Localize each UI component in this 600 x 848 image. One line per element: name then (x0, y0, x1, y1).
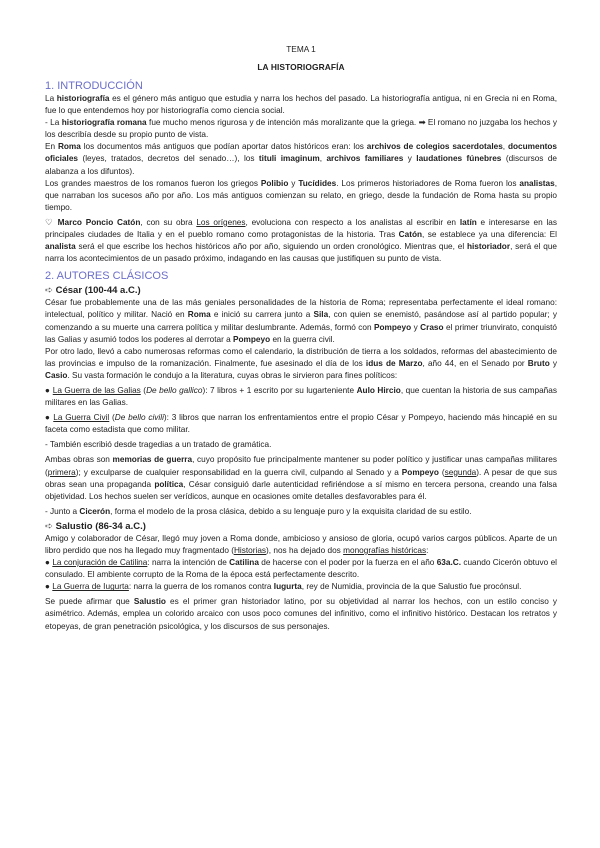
bold-text: política (154, 479, 184, 489)
text-run: , César consiguió darle autenticidad refiriéndose a sí mismo en tercera persona, creando una falsa objetividad. Los hechos suelen ser verídicos, aunque en ocasiones omite detalles desfavorables para él. (45, 479, 557, 501)
list-item (45, 412, 557, 436)
topic-number: TEMA 1 (286, 44, 316, 54)
paragraph (45, 217, 557, 265)
text-run: el primer triunvirato, conquistó las Galias y asumió todos los poderes al derrotar a (45, 322, 557, 344)
bold-text: analista (45, 242, 76, 252)
subsection-title: Salustio (86-34 a.C.) (55, 520, 146, 532)
list-item (45, 557, 557, 581)
text-run: , que cuentan la historia de sus campañas militares en las Galias. (45, 385, 557, 408)
text-run: Amigo y colaborador de César, llegó muy joven a Roma donde, ambicioso y ansioso de gloria, ocupó varios cargos públicos. Aparte de un libro perdido que nos ha llegado muy fragmentado ( (45, 533, 557, 555)
bold-text: memorias de guerra (112, 455, 193, 465)
text-run: , forma el modelo de la prosa clásica, debido a su lenguaje puro y la exquisita claridad de su estilo. (110, 506, 472, 516)
paragraph (45, 178, 557, 214)
text-run: e inició su carrera junto a (210, 310, 314, 320)
bold-text: Roma (57, 142, 81, 152)
text-run: será el que escribe los hechos históricos año por año, siguiendo un orden cronológico. Mientras que, el (75, 242, 467, 252)
paragraph (45, 533, 557, 557)
paragraph (45, 346, 557, 382)
section-heading-autores: 2. AUTORES CLÁSICOS (45, 270, 169, 283)
underlined-text: Historias (233, 546, 267, 555)
bold-text: archivos de colegios sacerdotales (366, 142, 503, 152)
text-run: , con quien se enemistó, pasándose así al partido popular; y comenzando a su muerte una carrera política y militar deslumbrante. Además, formó con (45, 310, 557, 332)
bold-text: Roma (187, 310, 211, 320)
text-run: La (45, 94, 57, 103)
bold-text: Marco Poncio Catón (57, 217, 141, 227)
text-run: : narra la intención de (147, 558, 230, 568)
document-content (45, 44, 557, 633)
bold-text: analistas (519, 178, 555, 188)
text-run: , cuyo propósito fue principalmente mantener su poder político y justificar unas campañas militares ( (45, 455, 557, 477)
text-run: , (319, 154, 327, 164)
text-run: ); y exculparse de cualquier responsabilidad en la guerra civil, culpando al Senado y a (75, 467, 402, 477)
bold-text: laudationes fúnebres (416, 154, 502, 164)
text-run: de hacerse con el poder por la fuerza en el año (258, 558, 437, 568)
text-run: Ambas obras son (45, 455, 113, 465)
text-run: . Los primeros historiadores de Roma fueron los (336, 178, 520, 188)
arrow-icon: ➪ (45, 285, 56, 297)
bold-text: historiador (466, 242, 511, 252)
bold-text: Bruto (527, 358, 550, 368)
bold-text: Polibio (260, 178, 289, 188)
bold-text: Aulo Hircio (356, 385, 401, 395)
subsection-heading-salustio (45, 521, 557, 532)
text-run: y (549, 358, 557, 368)
paragraph (45, 454, 557, 502)
text-run: César fue probablemente una de las más geniales personalidades de la historia de Roma; representaba perfectamente el ideal romano: intelectual, político y militar. Nació en (45, 298, 557, 320)
bold-text: documentos oficiales (45, 142, 557, 164)
underlined-text: La conjuración de Catilina (52, 558, 148, 568)
underlined-text: La Guerra de Iugurta (52, 582, 129, 592)
text-run: Por otro lado, llevó a cabo numerosas reformas como el calendario, la distribución de tierra a los soldados, reformas del abastecimiento de las provincias e impulso de la romanización. Finalmente, fue asesinado el día de los (45, 346, 557, 368)
text-run: ( (109, 413, 115, 423)
bold-text: Pompeyo (401, 467, 439, 477)
text-run: y (403, 154, 417, 164)
bold-text: Iugurta (273, 582, 302, 592)
bold-text: idus de Marzo (365, 358, 423, 368)
text-run: Se puede afirmar que (45, 597, 134, 607)
text-run: ● (45, 385, 53, 395)
underlined-text: La Guerra de las Galias (52, 385, 141, 395)
text-run: ● (45, 582, 53, 592)
text-run: ): 3 libros que narran los enfrentamientos entre el propio César y Pompeyo, haciendo más hincapié en su faceta como estadista que como militar. (45, 413, 557, 435)
paragraph (45, 141, 557, 177)
paragraph (45, 117, 557, 141)
text-run: , (502, 142, 508, 152)
text-run: , será el que narra los acontecimientos de un pasado próximo, indagando en las causas que justifiquen su punto de vista. (45, 242, 557, 264)
text-run: - También escribió desde tragedias a un tratado de gramática. (45, 440, 272, 450)
bold-text: Casio (45, 370, 68, 380)
text-run: ● (45, 558, 53, 568)
text-run: ● (45, 413, 54, 423)
bold-text: Pompeyo (233, 334, 271, 344)
bold-text: Tucídides (298, 178, 337, 188)
text-run: los documentos más antiguos que podían aportar datos históricos eran: los (80, 142, 367, 152)
bold-text: Catón (398, 230, 423, 240)
underlined-text: segunda (444, 467, 477, 477)
text-run: En (45, 142, 58, 152)
bold-text: Salustio (133, 597, 166, 607)
text-run: y (411, 322, 421, 332)
text-run: ( (438, 467, 445, 477)
text-run: es el género más antiguo que estudia y narra los hechos del pasado. La historiografía antigua, ni en Grecia ni en Roma, fue lo que entendemos hoy por historiografía como ciencia social. (45, 94, 557, 116)
paragraph (45, 506, 557, 518)
bold-text: Craso (420, 322, 444, 332)
subsection-title: César (100-44 a.C.) (55, 285, 141, 297)
text-run: , se establece ya una diferencia: El (422, 230, 558, 240)
text-run: , evoluciona con respecto a los analistas al escribir en (245, 217, 460, 227)
text-run: y (288, 178, 299, 188)
text-run: . Su vasta formación le condujo a la literatura, cuyas obras le sirvieron para fines políticos: (67, 370, 398, 380)
document-title: LA HISTORIOGRAFÍA (257, 62, 345, 72)
bold-text: historiografía (56, 94, 110, 103)
underlined-text: monografías históricas (343, 546, 427, 555)
bold-text: Pompeyo (374, 322, 412, 332)
text-run: - La (45, 118, 62, 128)
text-run: ): 7 libros + 1 escrito por su lugarteniente (202, 385, 357, 395)
text-run: , que narraban los sucesos año por año. Los más antiguos comienzan su relato, en griego, desde la fundación de Roma hasta su propio tiempo. (45, 178, 557, 212)
text-run: fue mucho menos rigurosa y de intención más moralizante que la griega. ➡ El romano no juzgaba los hechos y los describía desde su propio punto de vista. (45, 118, 557, 140)
section-heading-introduccion: 1. INTRODUCCIÓN (45, 80, 143, 92)
text-run: - Junto a (45, 506, 80, 516)
arrow-icon: ➪ (45, 520, 56, 532)
text-run: , con su obra (140, 217, 197, 227)
paragraph (45, 93, 557, 117)
paragraph (45, 596, 557, 632)
bold-text: latín (459, 217, 477, 227)
text-run: es el primer gran historiador latino, por su objetividad al narrar los hechos, con un estilo conciso y asimétrico. Además, emplea un colorido arcaico con usos poco comunes del infinitivo, como el infinitivo histórico. Destacan los retratos y etopeyas, de gran penetración psicológica, y los discursos de sus personajes. (45, 597, 558, 631)
text-run: , rey de Numidia, provincia de la que Salustio fue procónsul. (301, 582, 522, 592)
bold-text: archivos familiares (326, 154, 404, 164)
text-run: : narra la guerra de los romanos contra (128, 582, 274, 592)
underlined-text: Los orígenes (196, 217, 246, 227)
italic-text: De bello civili (114, 413, 164, 423)
bold-text: Cicerón (79, 506, 111, 516)
underlined-text: La Guerra Civil (53, 413, 110, 423)
paragraph (45, 297, 557, 345)
text-run: (discursos de alabanza a los difuntos). (45, 154, 558, 176)
text-run: en la guerra civil. (270, 334, 335, 344)
underlined-text: primera (47, 467, 76, 477)
bold-text: Catilina (229, 558, 259, 568)
text-run: (leyes, tratados, decretos del senado…), los (78, 154, 259, 164)
subsection-heading-cesar (45, 285, 557, 296)
text-run: ( (140, 385, 147, 395)
text-run: ), nos ha dejado dos (266, 546, 344, 555)
text-run: e interesarse en las principales ciudades de Italia y en el pueblo romano como protagonistas de la historia. Tras (45, 217, 557, 240)
italic-text: De bello gallico (146, 385, 203, 395)
text-run: cuando Cicerón obtuvo el consulado. El ambiente corrupto de la Roma de la época está perfectamente descrito. (45, 558, 557, 580)
bold-text: historiografía romana (61, 118, 147, 128)
list-item (45, 385, 557, 409)
list-item (45, 581, 557, 593)
bold-text: tituli imaginum (258, 154, 320, 164)
note (45, 439, 557, 451)
text-run: ♡ (45, 217, 58, 227)
bold-text: Sila (313, 310, 329, 320)
text-run: ). A pesar de que sus obras sean una propaganda (45, 467, 557, 489)
text-run: : (426, 546, 429, 555)
bold-text: 63a.C. (436, 558, 462, 568)
text-run: , año 44, en el Senado por (422, 358, 528, 368)
text-run: Los grandes maestros de los romanos fueron los griegos (45, 178, 261, 188)
